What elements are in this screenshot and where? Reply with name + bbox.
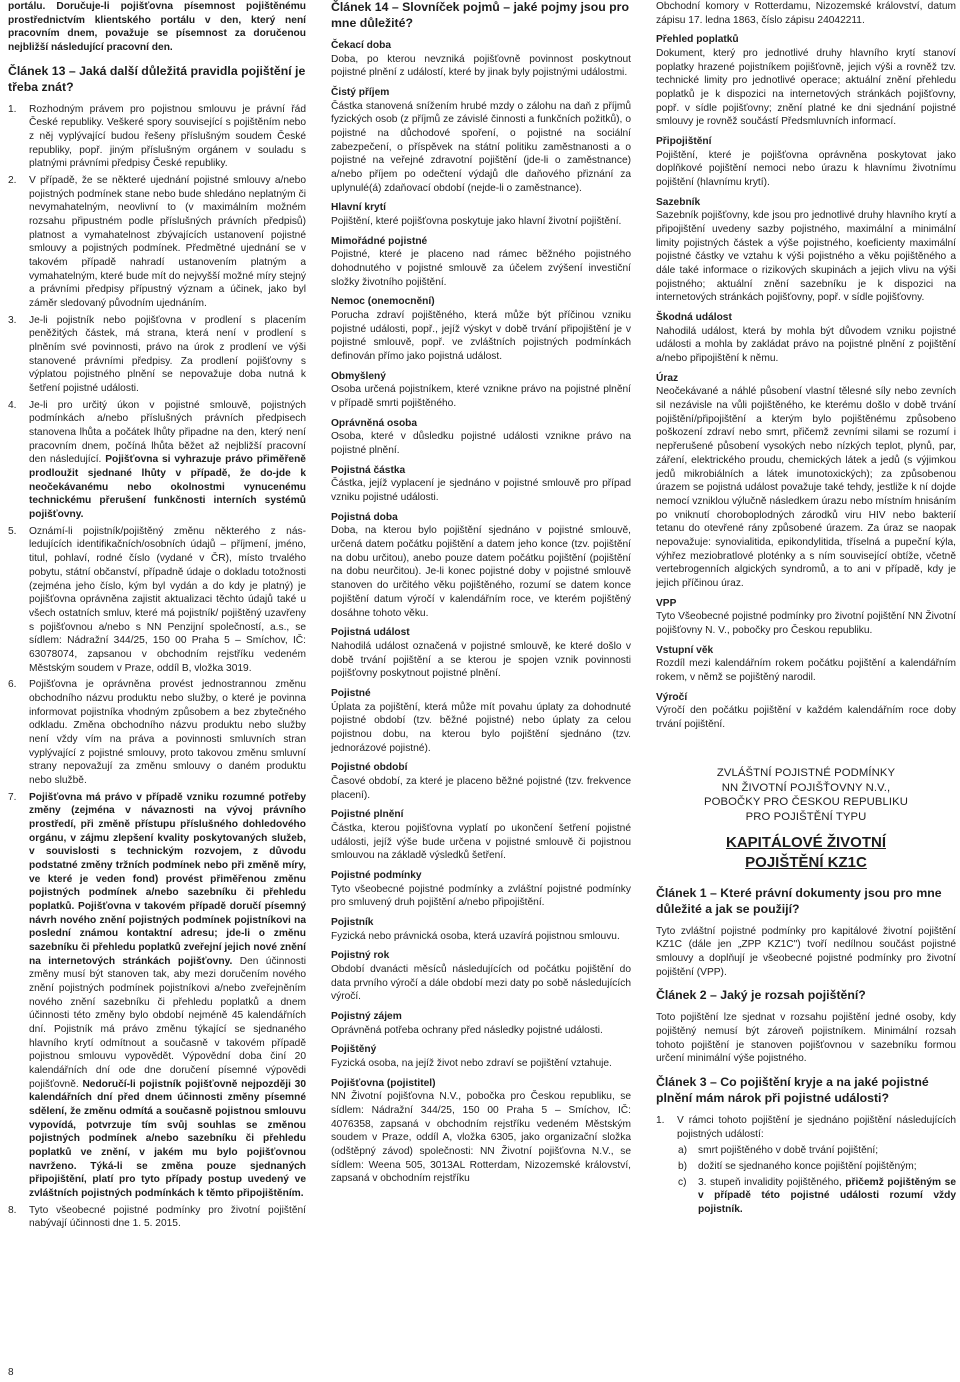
sub-list-item: [678, 1176, 956, 1217]
glossary-term: Pojistné plnění: [331, 809, 404, 821]
list-item: [8, 525, 306, 675]
glossary-definition: Rozdíl mezi kalendářním rokem počátku pojištění a kalendářním rokem, v němž se pojištěný narodil.: [656, 658, 956, 683]
glossary-definition: Pojistné, které je placeno nad rámec běžného pojistného dohodnutého v pojistné smlouvě za účelem zvýšení investiční složky životního pojištění.: [331, 249, 631, 288]
glossary-term: Škodná událost: [656, 312, 732, 324]
item-letter: c): [678, 1176, 687, 1188]
article-1-heading: Článek 1 – Které právní dokumenty jsou pro mne důležité a jak se použijí?: [656, 885, 942, 916]
list-item: [8, 399, 306, 522]
glossary-term: Pojištěný: [331, 1044, 377, 1056]
glossary-term: Pojišťovna (pojistitel): [331, 1077, 436, 1089]
glossary-term: Vstupní věk: [656, 644, 714, 656]
glossary-term: Čistý příjem: [331, 86, 390, 98]
glossary-list: [656, 33, 956, 731]
conditions-line: PRO POJIŠTĚNÍ TYPU: [745, 811, 867, 824]
glossary-term: Pojistná doba: [331, 511, 398, 523]
conditions-header: [656, 766, 956, 826]
glossary-definition: Částka, jejíž vyplacení je sjednáno v pojistné smlouvě pro případ vzniku pojistné události.: [331, 478, 631, 504]
glossary-definition: Porucha zdraví pojištěného, která může být příčinou vzniku pojistné události, popř., jejíž výskyt v době trvání připojištění je v pojistné smlouvě, popř. ve zvláštních pojistných podmínkách definován přímo jako pojistná událost.: [331, 310, 631, 363]
sub-list-item: [678, 1160, 956, 1174]
sub-list-item: [678, 1144, 956, 1158]
item-text: Oznámí-li pojistník/pojištěný změnu některého z nás-ledujících identifikačních/osobních údajů – příjmení, jméno, titul, pohlaví, rodné číslo (vydané v ČR), místo trvalého pobytu, státní občanství, případně údaje o dokladu totožnosti (zejména jeho číslo, kým byl vydán a do kdy je platný) je pojišťovna oprávněna zajistit aktualizaci těchto údajů také u všech ostatních smluv, které má pojistník/ pojištěný uzavřeny s pojišťovnou a/nebo s NN Penzijní společností, a.s., se sídlem: Nádražní 344/25, 150 00 Praha 5 – Smíchov, IČ: 63078074, zapsanou v obchodním rejstříku vedeném Městským soudem v Praze, oddíl B, vložka 3019.: [29, 525, 306, 674]
item-text: [698, 1176, 956, 1217]
glossary-definition: Doba, po kterou nevzniká pojišťovně povinnost poskytnout pojistné plnění z událostí, které by jinak byly pojistnými událostmi.: [331, 53, 631, 79]
product-title-line: KAPITÁLOVÉ ŽIVOTNÍ: [725, 834, 886, 852]
product-title: [656, 833, 956, 874]
item-text: [29, 399, 306, 522]
glossary-term: Čekací doba: [331, 39, 392, 51]
glossary-term: Přehled poplatků: [656, 34, 739, 46]
glossary-definition: Částka, kterou pojišťovna vyplatí po ukončení šetření pojistné události, jejíž výše bude určena v pojistné smlouvě či pojistnou smlouvou na základě výsledků šetření.: [331, 822, 631, 862]
glossary-definition: Fyzická osoba, na jejíž život nebo zdraví se pojištění vztahuje.: [331, 1057, 612, 1069]
item-text: Pojišťovna je oprávněna provést jednostrannou změnu obchodního názvu produktu nebo služby, o které je povinna informovat pojistníka vhodným způsobem a bez zbytečného odkladu. Změna obchodního názvu produktu nebo služby není vždy vím na práva a povinnosti smluvních stran vyplývající z pojistné smlouvy, proto takovou změnu smluvní strany nepovažují za změnu smlouvy o daném produktu nebo službě.: [29, 679, 306, 786]
glossary-term: Úraz: [656, 372, 679, 384]
intro-text: portálu. Doručuje-li pojišťovna písemnost pojištěnému prostřednictvím klientského portálu v den, který není pracovním dnem, považuje se písemnost za doručenou nejbližší následující pracovní den.: [8, 1, 306, 54]
glossary-definition: Částka stanovená snížením hrubé mzdy o zálohu na daň z příjmů fyzických osob (z příjmů ze závislé činnosti a funkčních požitků), o pojistné na důchodové spoření, o pojistné na sociální zabezpečení, o příspěvek na státní politiku zaměstnanosti a o pojistné na veřejné zdravotní pojištění (jde-li o zaměstnance) a/nebo příjem po odečtení výdajů dle daňového přiznání za uplynulé(á) zdaňovací období (nejde-li o zaměstnance).: [331, 100, 631, 194]
glossary-definition: Doba, na kterou bylo pojištění sjednáno v pojistné smlouvě, určená datem počátku pojištění a datem jeho konce (tzv. pojištění na dobu určitou), anebo pouze datem počátku pojištění (pojištění na dobu neurčitou). Je-li konec pojistné doby v pojistné smlouvě stanoven do určitého věku pojištěného, rozumí se datem konce pojištění datum výročí v kalendářním roce, ve kterém pojištěný dosáhne tohoto věku.: [331, 525, 631, 619]
item-text: V případě, že se některé ujednání pojistné smlouvy a/nebo pojistných podmínek stane nebo bude shledáno neplatným či nevymahatelným, neovlivní to (v maximálním možném rozsahu připustném podle příslušných právních předpisů) platnost a vymahatelnost zbývajících ustanovení pojistné smlouvy a pojistných podmínek. Předmětné ujednání se v takovém případě nahradí ustanovením platným a vymahatelným, které bude mít do nejvyšší možné míry stejný a právními předpisy přípustný význam a účinek, jako byl záměr sledovaný původním ujednáním.: [29, 175, 306, 310]
glossary-definition: Dokument, který pro jednotlivé druhy hlavního krytí stanoví poplatky hrazené pojistníkem pojišťovně, jejich výši a rovněž tzv. technické limity pro jednotlivé operace; aktuální znění přehledu poplatků je k dispozici na internetových stránkách pojišťovny, popř. v sídle pojišťovny; znění platné ke dni sjednání pojistné smlouvy je rovněž součástí Předsmluvních informací.: [656, 48, 956, 128]
item-text: V rámci tohoto pojištění je sjednáno pojištění následujících pojistných událostí:: [677, 1115, 956, 1140]
article-14-heading: Článek 14 – Slovníček pojmů – jaké pojmy jsou pro mne důležité?: [331, 0, 629, 30]
glossary-definition: Oprávněná potřeba ochrany před následky pojistné události.: [331, 1024, 603, 1036]
item-text: dožití se sjednaného konce pojištění pojištěným;: [698, 1161, 917, 1173]
glossary-definition: Sazebník pojišťovny, kde jsou pro jednotlivé druhy hlavního krytí a připojištění uvedeny sazby pojistného, maximální a minimální limity pojistných částek a výše pojistného, koeficienty maximální pojistné částky ve vztahu k výši pojistného a věku pojištěného a dále také informace o rizikových skupinách a jejich vlivu na výši pojistného; aktuální znění sazebníku je k dispozici na internetových stránkách pojišťovny, popř. v sídle pojišťovny.: [656, 210, 956, 304]
glossary-definition: Nahodilá událost označená v pojistné smlouvě, ke které došlo v době trvání pojištění a se kterou je spojen vznik povinnosti pojišťovny poskytnout pojistné plnění.: [331, 640, 631, 680]
item-number: 4.: [8, 399, 17, 411]
product-title-line: POJIŠTĚNÍ KZ1C: [745, 854, 867, 872]
conditions-line: POBOČKY PRO ČESKOU REPUBLIKU: [703, 796, 909, 809]
glossary-term: Připojištění: [656, 136, 712, 148]
glossary-term: Pojistný zájem: [331, 1010, 402, 1022]
glossary-term: Mimořádné pojistné: [331, 235, 428, 247]
list-item: [8, 678, 306, 787]
glossary-term: Nemoc (onemocnění): [331, 296, 435, 308]
item-text: smrt pojištěného v době trvání pojištění;: [698, 1145, 879, 1157]
item-number: 2.: [8, 175, 17, 187]
glossary-definition: Období dvanácti měsíců následujících od počátku pojištění do data prvního výročí a dále období mezi daty po sobě následujících výročí.: [331, 963, 631, 1003]
glossary-list: [331, 39, 631, 1186]
item-number: 1.: [8, 103, 17, 115]
glossary-continuation: Obchodní komory v Rotterdamu, Nizozemské království, datum zápisu 17. ledna 1863, číslo zápisu 24042211.: [656, 1, 956, 26]
item-text: Rozhodným právem pro pojistnou smlouvu je právní řád České republiky. Veškeré spory související s pojištěním nebo z něj vyplývající budou řešeny příslušným soudem České republiky, popř. jiným příslušným orgánem v souladu s platnými právními předpisy České republiky.: [29, 103, 306, 170]
glossary-term: Obmyšlený: [331, 370, 386, 382]
item-text: [29, 791, 306, 1201]
list-item: [8, 174, 306, 311]
list-item: [656, 1114, 956, 1141]
item-number: 6.: [8, 679, 17, 691]
article-3-heading: Článek 3 – Co pojištění kryje a na jaké pojistné plnění mám nárok při pojistné události?: [656, 1075, 929, 1106]
glossary-definition: Nahodilá událost, která by mohla být důvodem vzniku pojistné události a mohla by zakládat právo na pojistné plnění z pojištění a/nebo připojištění k němu.: [656, 325, 956, 365]
article-13-heading: Článek 13 – Jaká další důležitá pravidla pojištění je třeba znát?: [8, 63, 306, 94]
item-text: Tyto všeobecné pojistné podmínky pro životní pojištění nabývají účinnosti dne 1. 5. 2015.: [29, 1204, 306, 1230]
conditions-line: ZVLÁŠTNÍ POJISTNÉ PODMÍNKY: [716, 766, 896, 779]
list-item: [8, 791, 306, 1201]
article-2-text: Toto pojištění lze sjednat v rozsahu pojištění jedné osoby, kdy pojištěný nemusí být zároveň pojistníkem. Minimální rozsah tohoto pojištění je stanoven pojišťovnou v sazebníku formou určení minimální výše pojistného.: [656, 1012, 956, 1065]
glossary-definition: Tyto Všeobecné pojistné podmínky pro životní pojištění NN Životní pojišťovny N. V., pobočky pro Českou republiku.: [656, 611, 956, 636]
glossary-term: Pojistná událost: [331, 627, 410, 639]
article-1-text: Tyto zvláštní pojistné podmínky pro kapitálové životní pojištění KZ1C (dále jen „ZPP KZ1C") tvoří nedílnou součást pojistné smlouvy a doplňují je všeobecné pojistné podmínky pro životní pojištění (VPP).: [656, 925, 956, 978]
glossary-term: VPP: [656, 597, 677, 609]
glossary-definition: Tyto všeobecné pojistné podmínky a zvláštní pojistné podmínky pro smluvený druh pojištění a/nebo připojištění.: [331, 883, 631, 909]
glossary-definition: Pojištění, které je pojišťovna oprávněna poskytovat jako doplňkové pojištění nemoci nebo úrazu k hlavnímu životnímu pojištění (hlavnímu krytí).: [656, 149, 956, 189]
item-text-bold: Pojišťovna si vyhrazuje právo přiměřeně prodloužit sjednané lhůty v případě, že do-jde k neočekávanému nebo okolnostmi vynucenému technickému přerušení funkčnosti interních systémů pojišťovny.: [29, 454, 306, 521]
glossary-definition: Fyzická nebo právnická osoba, která uzavírá pojistnou smlouvu.: [331, 930, 620, 942]
glossary-term: Pojistné podmínky: [331, 869, 422, 881]
glossary-definition: Výročí den počátku pojištění v každém kalendářním roce doby trvání pojištění.: [656, 705, 956, 730]
glossary-term: Pojistník: [331, 916, 374, 928]
item-text-plain: Den účinnosti změny musí být stanoven tak, aby mezi doručením nového znění pojistných podmínek pojistníkovi a/nebo zveřejněním nového znění sazebníku či přehledu poplatků a dnem účinnosti této změny bylo období nejméně 45 kalendářních dní. Pojistník má právo změnu týkající se sjednaného hlavního krytí odmítnout a současně v takovém případě pojistnou smlouvu vypovědět. Výpovědní doba činí 20 kalendářních dní ode dne doručení písemné výpovědi pojišťovně.: [29, 955, 306, 1090]
item-text: Je-li pojistník nebo pojišťovna v prodlení s placením peněžitých částek, má strana, která není v prodlení s plněním své povinnosti, právo na úrok z prodlení ve výši stanovené právními předpisy. Za prodlení pojišťovny s výplatou pojistného plnění se nepovažuje doba nutná k šetření pojistné události.: [29, 314, 306, 395]
item-text-bold: přičemž pojištěným se v případě této pojistné události rozumí vždy pojistník.: [698, 1176, 956, 1216]
item-number: 7.: [8, 791, 17, 803]
item-letter: b): [678, 1161, 688, 1173]
item-text-plain: 3. stupeň invalidity pojištěného,: [698, 1176, 842, 1188]
page-number: 8: [8, 1367, 14, 1378]
glossary-term: Pojistný rok: [331, 950, 390, 962]
glossary-term: Hlavní krytí: [331, 202, 386, 214]
glossary-definition: Úplata za pojištění, která může mít povahu úplaty za dohodnuté pojistné období (tzv. běžné pojistné) nebo úplaty za celou pojistnou dobu, na kterou bylo pojištění sjednáno (tzv. jednorázové pojistné).: [331, 701, 631, 754]
glossary-term: Oprávněná osoba: [331, 417, 418, 429]
glossary-term: Pojistné: [331, 687, 371, 699]
glossary-definition: Časové období, za které je placeno běžné pojistné (tzv. frekvence placení).: [331, 775, 631, 801]
item-number: 5.: [8, 525, 17, 537]
glossary-definition: Neočekávané a náhlé působení vlastní tělesné síly nebo zevních sil nezávisle na vůli pojištěného, ke kterému došlo v době trvání pojištění/připojištění a kterým bylo pojištěnému způsobeno poškození zdraví nebo smrt, přičemž zevními silami se rozumí i nepřerušené působení vysokých nebo nízkých teplot, plynů, par, záření, elektrického proudu, chemických látek a jedů (s výjimkou jedů mikrobiálních a látek imunotoxických); za způsobenou úrazem se pojistná událost považuje také tehdy, jestliže k ní dojde nemocí vzniklou výlučně následkem úrazu nebo místním hnisáním po vniknutí choroboplodných zárodků viru HIV nebo bakterií tetanu do otevřené rány způsobené úrazem. Za úraz se naopak nepovažuje: synovialitida, epikondylitida, tříselná a pupeční kýla, výhřez meziobratlové ploténky a s ním související obtíže, včetně vertebrogenních algických syndromů, a to ani v případě, kdy je jejich příčinou úraz.: [656, 386, 956, 589]
conditions-line: NN ŽIVOTNÍ POJIŠŤOVNY N.V.,: [721, 781, 891, 794]
glossary-term: Výročí: [656, 691, 688, 703]
list-item: [8, 314, 306, 396]
item-number: 8.: [8, 1204, 17, 1216]
item-number: 3.: [8, 314, 17, 326]
item-number: 1.: [656, 1115, 665, 1127]
column-middle: [331, 0, 631, 1360]
list-item: [8, 103, 306, 171]
glossary-term: Pojistné období: [331, 762, 408, 774]
item-text-bold: Nedoručí-li pojistník pojišťovně nejpozději 30 kalendářních dní před dnem účinnosti změny písemné sdělení, že změnu odmítá a současně pojistnou smlouvu vypovídá, potvrzuje tím svůj souhlas se změnou pojistných podmínek a/nebo sazebníku či přehledu poplatků ve znění, v jakém mu bylo pojišťovnou navrženo. Týká-li se změna pouze sjednaných připojištění, platí pro tyto případy postup uvedený ve zvláštních pojistných podmínkách k těmto připojištěním.: [29, 1078, 306, 1200]
column-right: [656, 0, 956, 1360]
glossary-definition: Osoba určená pojistníkem, které vznikne právo na pojistné plnění v případě smrti pojištěného.: [331, 384, 631, 410]
glossary-definition: Pojištění, které pojišťovna poskytuje jako hlavní životní pojištění.: [331, 216, 622, 228]
glossary-term: Pojistná částka: [331, 464, 406, 476]
column-left: [8, 0, 306, 1360]
glossary-term: Sazebník: [656, 196, 701, 208]
glossary-definition: Osoba, které v důsledku pojistné události vznikne právo na pojistné plnění.: [331, 431, 631, 457]
item-text-bold: Pojišťovna má právo v případě vzniku rozumné potřeby změny (zejména v návaznosti na vývoj právního prostředí, při změně přístupu příslušného dohledového orgánu, v zájmu zlepšení kvality poskytovaných služeb, v souvislosti s technickým rozvojem, z důvodu podstatné změny tržních podmínek nebo při změně míry, ve které je veden fond) provést přiměřenou změnu pojistných podmínek a/nebo sazebníku či přehledu poplatků. Pojišťovna v takovém případě doručí písemný návrh nového znění pojistných podmínek pojistníkovi na poslední známou kontaktní adresu; jde-li o změnu sazebníku či přehledu poplatků zveřejní jejich nové znění na internetových stránkách pojišťovny.: [29, 791, 306, 967]
item-letter: a): [678, 1145, 688, 1157]
glossary-definition: NN Životní pojišťovna N.V., pobočka pro Českou republiku, se sídlem: Nádražní 344/25, 150 00 Praha 5 – Smíchov, IČ: 4076358, zapsaná v obchodním rejstříku vedeném Městským soudem v Praze, oddíl A, vložka 6305, jako organizační složka (odštěpný závod) společnosti: NN Životní pojišťovna N.V., se sídlem: Weena 505, 3013AL Rotterdam, Nizozemské království, zapsaná v obchodním rejstříku: [331, 1091, 631, 1185]
list-item: [8, 1204, 306, 1231]
article-2-heading: Článek 2 – Jaký je rozsah pojištění?: [656, 988, 866, 1003]
item-text-plain: Je-li pro určitý úkon v pojistné smlouvě, pojistných podmínkách a/nebo příslušných právních předpisech stanovena lhůta a počátek lhůty připadne na den, který není pracovním dnem, počíná lhůta běžet až nejbližší pracovní den následující.: [29, 399, 306, 466]
